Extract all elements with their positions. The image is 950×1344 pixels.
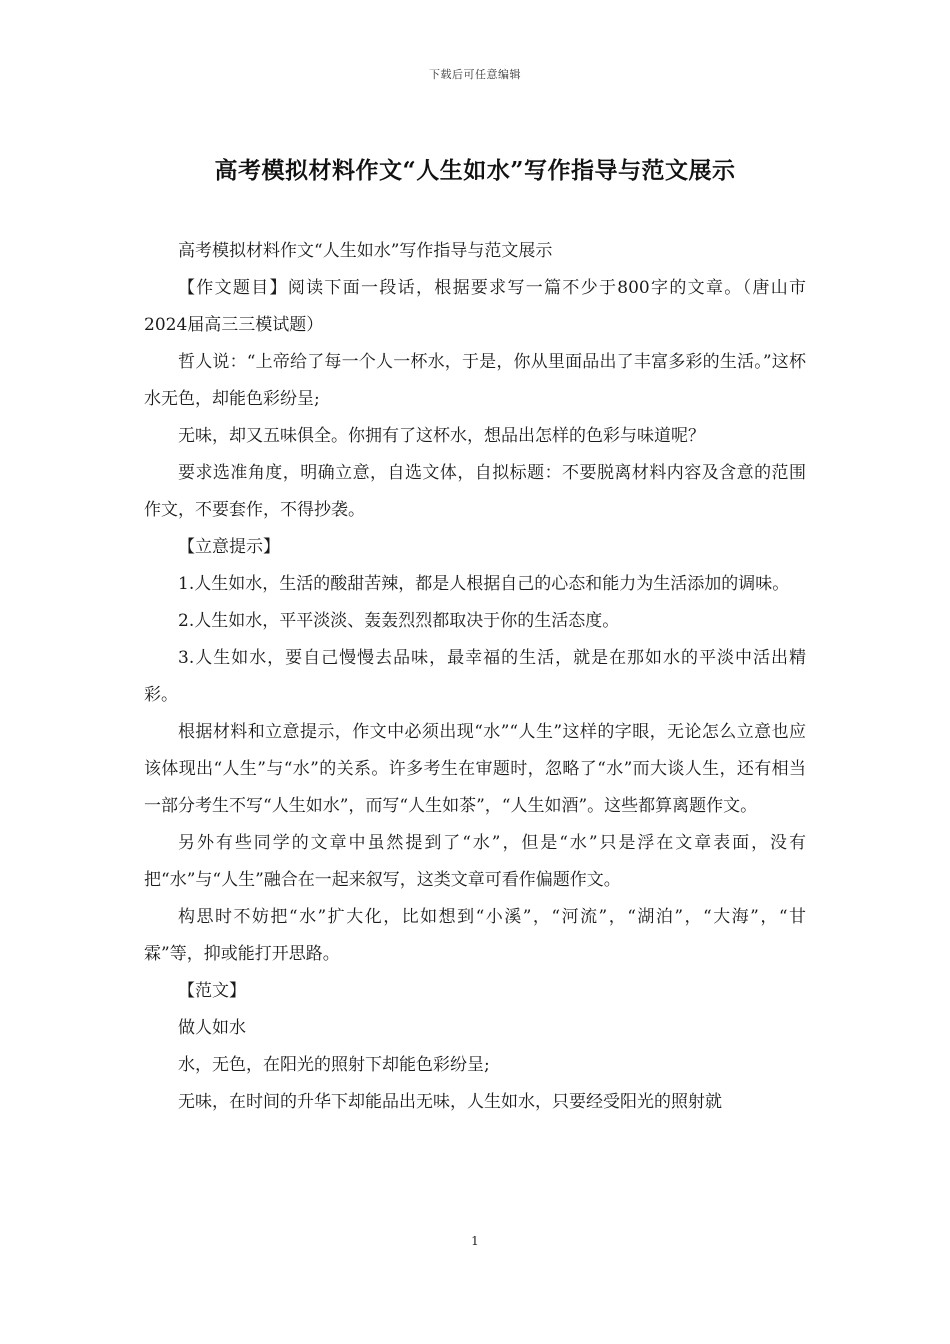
tip-item-3: 3.人生如水，要自己慢慢去品味，最幸福的生活，就是在那如水的平淡中活出精彩。 [144,648,806,705]
sample-essay-line-2: 无味，在时间的升华下却能品出无味，人生如水，只要经受阳光的照射就 [178,1092,722,1112]
paragraph-offtopic-note: 另外有些同学的文章中虽然提到了“水”，但是“水”只是浮在文章表面，没有把“水”与“人生”融合在一起来叙写，这类文章可看作偏题作文。 [144,833,806,890]
page-number: 1 [471,1234,479,1248]
paragraph-analysis: 根据材料和立意提示，作文中必须出现“水”“人生”这样的字眼，无论怎么立意也应该体现出“人生”与“水”的关系。许多考生在审题时，忽略了“水”而大谈人生，还有相当一部分考生不写“人生如水”，而写“人生如茶”，“人生如酒”。这些都算离题作文。 [144,722,806,816]
document-body [144,233,806,1121]
document-title: 高考模拟材料作文“人生如水”写作指导与范文展示 [214,157,736,184]
tip-item-1: 1.人生如水，生活的酸甜苦辣，都是人根据自己的心态和能力为生活添加的调味。 [178,574,790,594]
paragraph-subtitle: 高考模拟材料作文“人生如水”写作指导与范文展示 [178,241,553,261]
tip-item-2: 2.人生如水，平平淡淡、轰轰烈烈都取决于你的生活态度。 [178,611,620,631]
page-header-note: 下载后可任意编辑 [429,68,521,81]
paragraph-conception-tip: 构思时不妨把“水”扩大化，比如想到“小溪”，“河流”，“湖泊”，“大海”，“甘霖”等，抑或能打开思路。 [144,907,806,964]
paragraph-requirements: 要求选准角度，明确立意，自选文体，自拟标题：不要脱离材料内容及含意的范围作文，不要套作，不得抄袭。 [144,463,806,520]
paragraph-question: 无味，却又五味俱全。你拥有了这杯水，想品出怎样的色彩与味道呢？ [178,426,705,446]
paragraph-essay-prompt: 【作文题目】阅读下面一段话，根据要求写一篇不少于800字的文章。（唐山市2024届高三三模试题） [144,278,806,335]
paragraph-philosopher-quote: 哲人说：“上帝给了每一个人一杯水，于是，你从里面品出了丰富多彩的生活。”这杯水无色，却能色彩纷呈; [144,352,806,409]
sample-essay-line-1: 水，无色，在阳光的照射下却能色彩纷呈; [178,1055,490,1075]
sample-essay-title: 做人如水 [178,1018,246,1038]
section-heading-tips: 【立意提示】 [178,537,280,557]
section-heading-sample: 【范文】 [178,981,246,1001]
